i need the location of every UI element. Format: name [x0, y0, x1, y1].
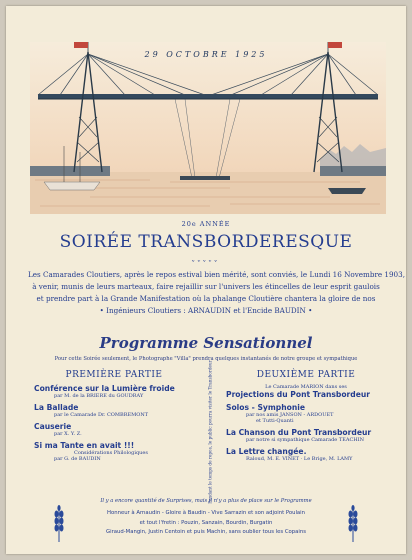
footer-tribute — [66, 509, 346, 538]
program-item — [226, 384, 386, 399]
second-part-column — [226, 370, 386, 466]
program-item — [34, 384, 194, 399]
edition-label: 20e ANNÉE — [181, 220, 231, 228]
side-note-text: Pendant le temps de repos, le public pourra visiter le Transbordeur — [207, 360, 213, 504]
item-author: par X. Y. Z. — [54, 431, 82, 437]
second-part-heading: DEUXIÈME PARTIE — [256, 370, 356, 380]
program-footnote: Il y a encore quantité de Surprises, mais il n'y a plus de place sur le Programme — [100, 498, 312, 504]
side-note — [207, 360, 213, 504]
wheat-ornament-icon — [346, 504, 360, 542]
item-title: Projections du Pont Transbordeur — [226, 390, 371, 399]
item-preface: Le Camarade MARION dans ses — [265, 384, 347, 390]
item-author: Considérations Philologiques — [74, 450, 148, 456]
transporter-bridge-illustration — [30, 42, 386, 214]
wheat-ornament-icon — [52, 504, 66, 542]
item-title: La Ballade — [34, 403, 79, 412]
item-author-2: et Tutti-Quanti — [256, 418, 294, 424]
intro-line-4: • Ingénieurs Cloutiers : ARNAUDIN et l'Encide BAUDIN • — [99, 306, 313, 315]
item-title: La Lettre changée. — [226, 447, 307, 456]
intro-line-3: et prendre part à la Grande Manifestation où la phalange Cloutière chantera la gloire de nos — [36, 294, 376, 303]
arch-date-text: 29 OCTOBRE 1925 — [144, 50, 268, 59]
first-part-heading: PREMIÈRE PARTIE — [65, 370, 163, 380]
item-title: Conférence sur la Lumière froide — [34, 384, 175, 393]
item-title: Causerie — [34, 422, 72, 431]
program-item — [34, 422, 194, 437]
footer-line-1: Honneur à Arnaudin - Gloire à Baudin - Vive Sarrazin et son adjoint Poulain — [107, 510, 305, 516]
footer-line-3: Giraud-Mangin, Justin Centoin et puis Machin, sans oublier tous les Copains — [106, 529, 306, 535]
program-item — [34, 403, 194, 418]
item-title: Solos - Symphonie — [226, 403, 306, 412]
intro-line-1: Les Camarades Cloutiers, après le repos estival bien mérité, sont conviés, le Lundi 16 Novembre 1903, — [28, 270, 405, 279]
item-author: par M. de la BRIERE du GOUDRAY — [54, 393, 144, 399]
item-author-2: par G. de BAUDIN — [54, 456, 101, 462]
item-title: La Chanson du Pont Transbordeur — [226, 428, 372, 437]
item-title: Si ma Tante en avait !!! — [34, 441, 135, 450]
poster-sheet — [6, 6, 406, 554]
program-title: Programme Sensationnel — [99, 334, 313, 352]
item-author: par notre si sympathique Camarade TEACHIN — [246, 437, 364, 443]
page-title: SOIRÉE TRANSBORDERESQUE — [59, 232, 353, 252]
program-note: Pour cette Soirée seulement, le Photographe "Villa" prendra quelques instantanés de notre groupe et sympathique — [54, 356, 358, 362]
title-ornament: ᵥᵥᵥᵥᵥ — [191, 256, 221, 264]
program-item — [34, 441, 194, 462]
item-author: Raloud, M. E. VINET · Le Brige, M. LAMY — [246, 456, 353, 462]
intro-line-2: à venir, munis de leurs marteaux, faire rejaillir sur l'univers les étincelles de leur esprit gaulois — [32, 282, 380, 291]
item-author: par le Camarade Dr. COMBREMONT — [54, 412, 149, 418]
program-item — [226, 403, 386, 424]
item-author: par nos amis JANSON - ARDOUET — [246, 412, 334, 418]
first-part-column — [34, 370, 194, 466]
program-item — [226, 428, 386, 443]
footer-line-2: et tout l'fretin : Pouzin, Sanzain, Bourdin, Burgatin — [139, 519, 273, 526]
program-item — [226, 447, 386, 462]
